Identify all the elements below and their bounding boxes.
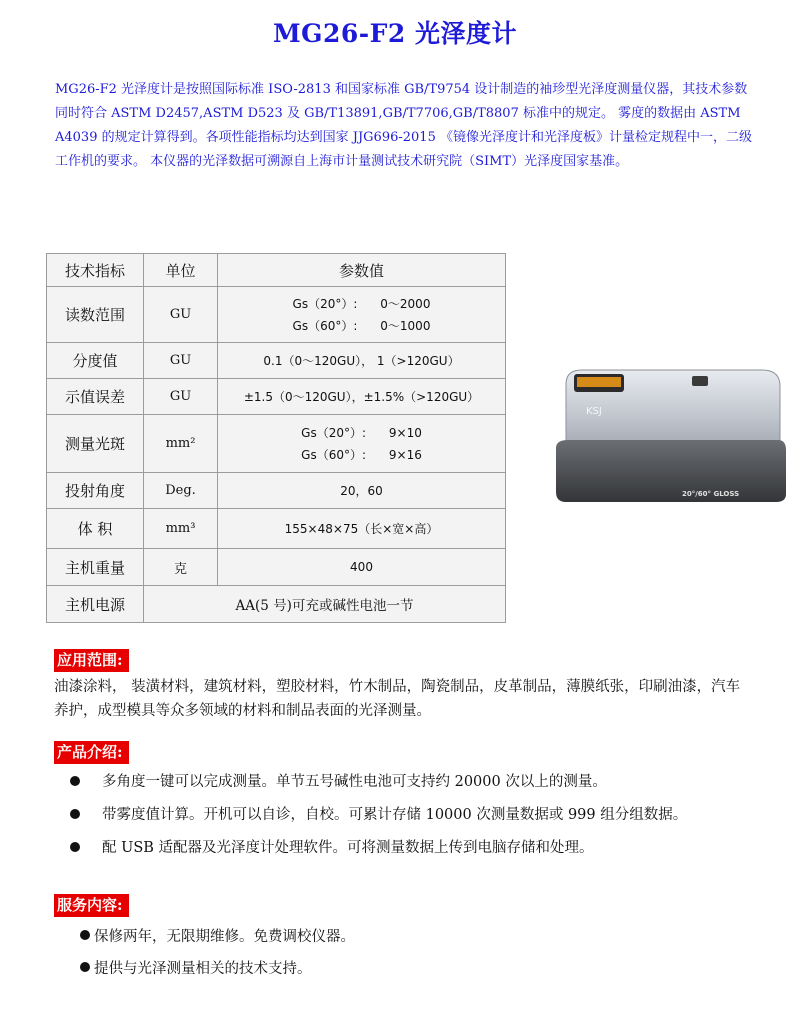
bullet-icon bbox=[80, 962, 90, 972]
spec-value-line: Gs（60°）: 0～1000 bbox=[292, 318, 431, 333]
table-row bbox=[47, 343, 506, 379]
table-row bbox=[47, 586, 506, 623]
spec-name: 测量光斑 bbox=[47, 415, 144, 473]
spec-unit: 克 bbox=[144, 549, 218, 586]
spec-value: 20，60 bbox=[218, 473, 506, 509]
spec-unit: GU bbox=[144, 379, 218, 415]
spec-value bbox=[218, 287, 506, 343]
device-brand: KSJ bbox=[586, 406, 602, 417]
spec-name: 投射角度 bbox=[47, 473, 144, 509]
product-item-text: 多角度一键可以完成测量。单节五号碱性电池可支持约 20000 次以上的测量。 bbox=[102, 774, 607, 790]
table-row bbox=[47, 287, 506, 343]
spec-name: 分度值 bbox=[47, 343, 144, 379]
spec-value: 155×48×75（长×宽×高） bbox=[218, 509, 506, 549]
table-row bbox=[47, 509, 506, 549]
spec-value-line: Gs（20°）: 9×10 bbox=[301, 425, 422, 440]
spec-value: AA(5 号)可充或碱性电池一节 bbox=[144, 586, 506, 623]
list-item bbox=[80, 951, 355, 983]
list-item bbox=[70, 830, 770, 863]
spec-value-line: Gs（20°）: 0～2000 bbox=[292, 296, 431, 311]
spec-value: ±1.5（0～120GU），±1.5%（>120GU） bbox=[218, 379, 506, 415]
spec-value bbox=[218, 415, 506, 473]
bullet-icon bbox=[70, 809, 80, 819]
spec-value: 0.1（0～120GU）， 1（>120GU） bbox=[218, 343, 506, 379]
page-title: MG26-F2 光泽度计 bbox=[272, 19, 518, 48]
table-row bbox=[47, 549, 506, 586]
spec-name: 主机重量 bbox=[47, 549, 144, 586]
application-text: 油漆涂料， 装潢材料，建筑材料，塑胶材料，竹木制品，陶瓷制品，皮革制品，薄膜纸张，印刷油漆，汽车养护，成型模具等众多领域的材料和制品表面的光泽测量。 bbox=[54, 679, 741, 719]
intro-paragraph: MG26-F2 光泽度计是按照国际标准 ISO-2813 和国家标准 GB/T9754 设计制造的袖珍型光泽度测量仪器，其技术参数同时符合 ASTM D2457,ASTM D523 及 GB/T13891,GB/T7706,GB/T8807 标准中的规定。 雾度的数据由 ASTM A4039 的规定计算得到。各项性能指标均达到国家 JJG696-2015 《镜像光泽度计和光泽度板》计量检定规程中一，二级工作机的要求。 本仪器的光泽数据可溯源自上海市计量测试技术研究院（SIMT）光泽度国家基准。 bbox=[55, 82, 752, 169]
service-item-text: 保修两年，无限期维修。免费调校仪器。 bbox=[94, 928, 355, 945]
table-row bbox=[47, 415, 506, 473]
spec-header-row bbox=[47, 254, 506, 287]
application-heading: 应用范围: bbox=[54, 649, 129, 672]
spec-name: 主机电源 bbox=[47, 586, 144, 623]
spec-name: 体 积 bbox=[47, 509, 144, 549]
spec-name: 示值误差 bbox=[47, 379, 144, 415]
spec-unit: Deg. bbox=[144, 473, 218, 509]
gloss-meter-image bbox=[552, 364, 788, 508]
device-label: 20°/60° GLOSS bbox=[682, 490, 740, 498]
table-row bbox=[47, 473, 506, 509]
spec-unit: GU bbox=[144, 287, 218, 343]
spec-unit: mm³ bbox=[144, 509, 218, 549]
service-list bbox=[80, 919, 355, 983]
spec-table bbox=[46, 253, 506, 623]
product-list bbox=[70, 764, 770, 863]
service-item-text: 提供与光泽测量相关的技术支持。 bbox=[94, 960, 312, 977]
spec-value-line: Gs（60°）: 9×16 bbox=[301, 447, 422, 462]
product-heading: 产品介绍: bbox=[54, 741, 129, 764]
product-item-text: 带雾度值计算。开机可以自诊，自校。可累计存储 10000 次测量数据或 999 组分组数据。 bbox=[102, 807, 688, 823]
list-item bbox=[70, 797, 770, 830]
bullet-icon bbox=[70, 842, 80, 852]
spec-header-unit: 单位 bbox=[144, 254, 218, 287]
spec-unit: GU bbox=[144, 343, 218, 379]
bullet-icon bbox=[80, 930, 90, 940]
spec-name: 读数范围 bbox=[47, 287, 144, 343]
service-heading: 服务内容: bbox=[54, 894, 129, 917]
bullet-icon bbox=[70, 776, 80, 786]
list-item bbox=[80, 919, 355, 951]
spec-value: 400 bbox=[218, 549, 506, 586]
product-item-text: 配 USB 适配器及光泽度计处理软件。可将测量数据上传到电脑存储和处理。 bbox=[102, 840, 594, 856]
spec-header-name: 技术指标 bbox=[47, 254, 144, 287]
spec-unit: mm² bbox=[144, 415, 218, 473]
list-item bbox=[70, 764, 770, 797]
table-row bbox=[47, 379, 506, 415]
spec-header-value: 参数值 bbox=[218, 254, 506, 287]
